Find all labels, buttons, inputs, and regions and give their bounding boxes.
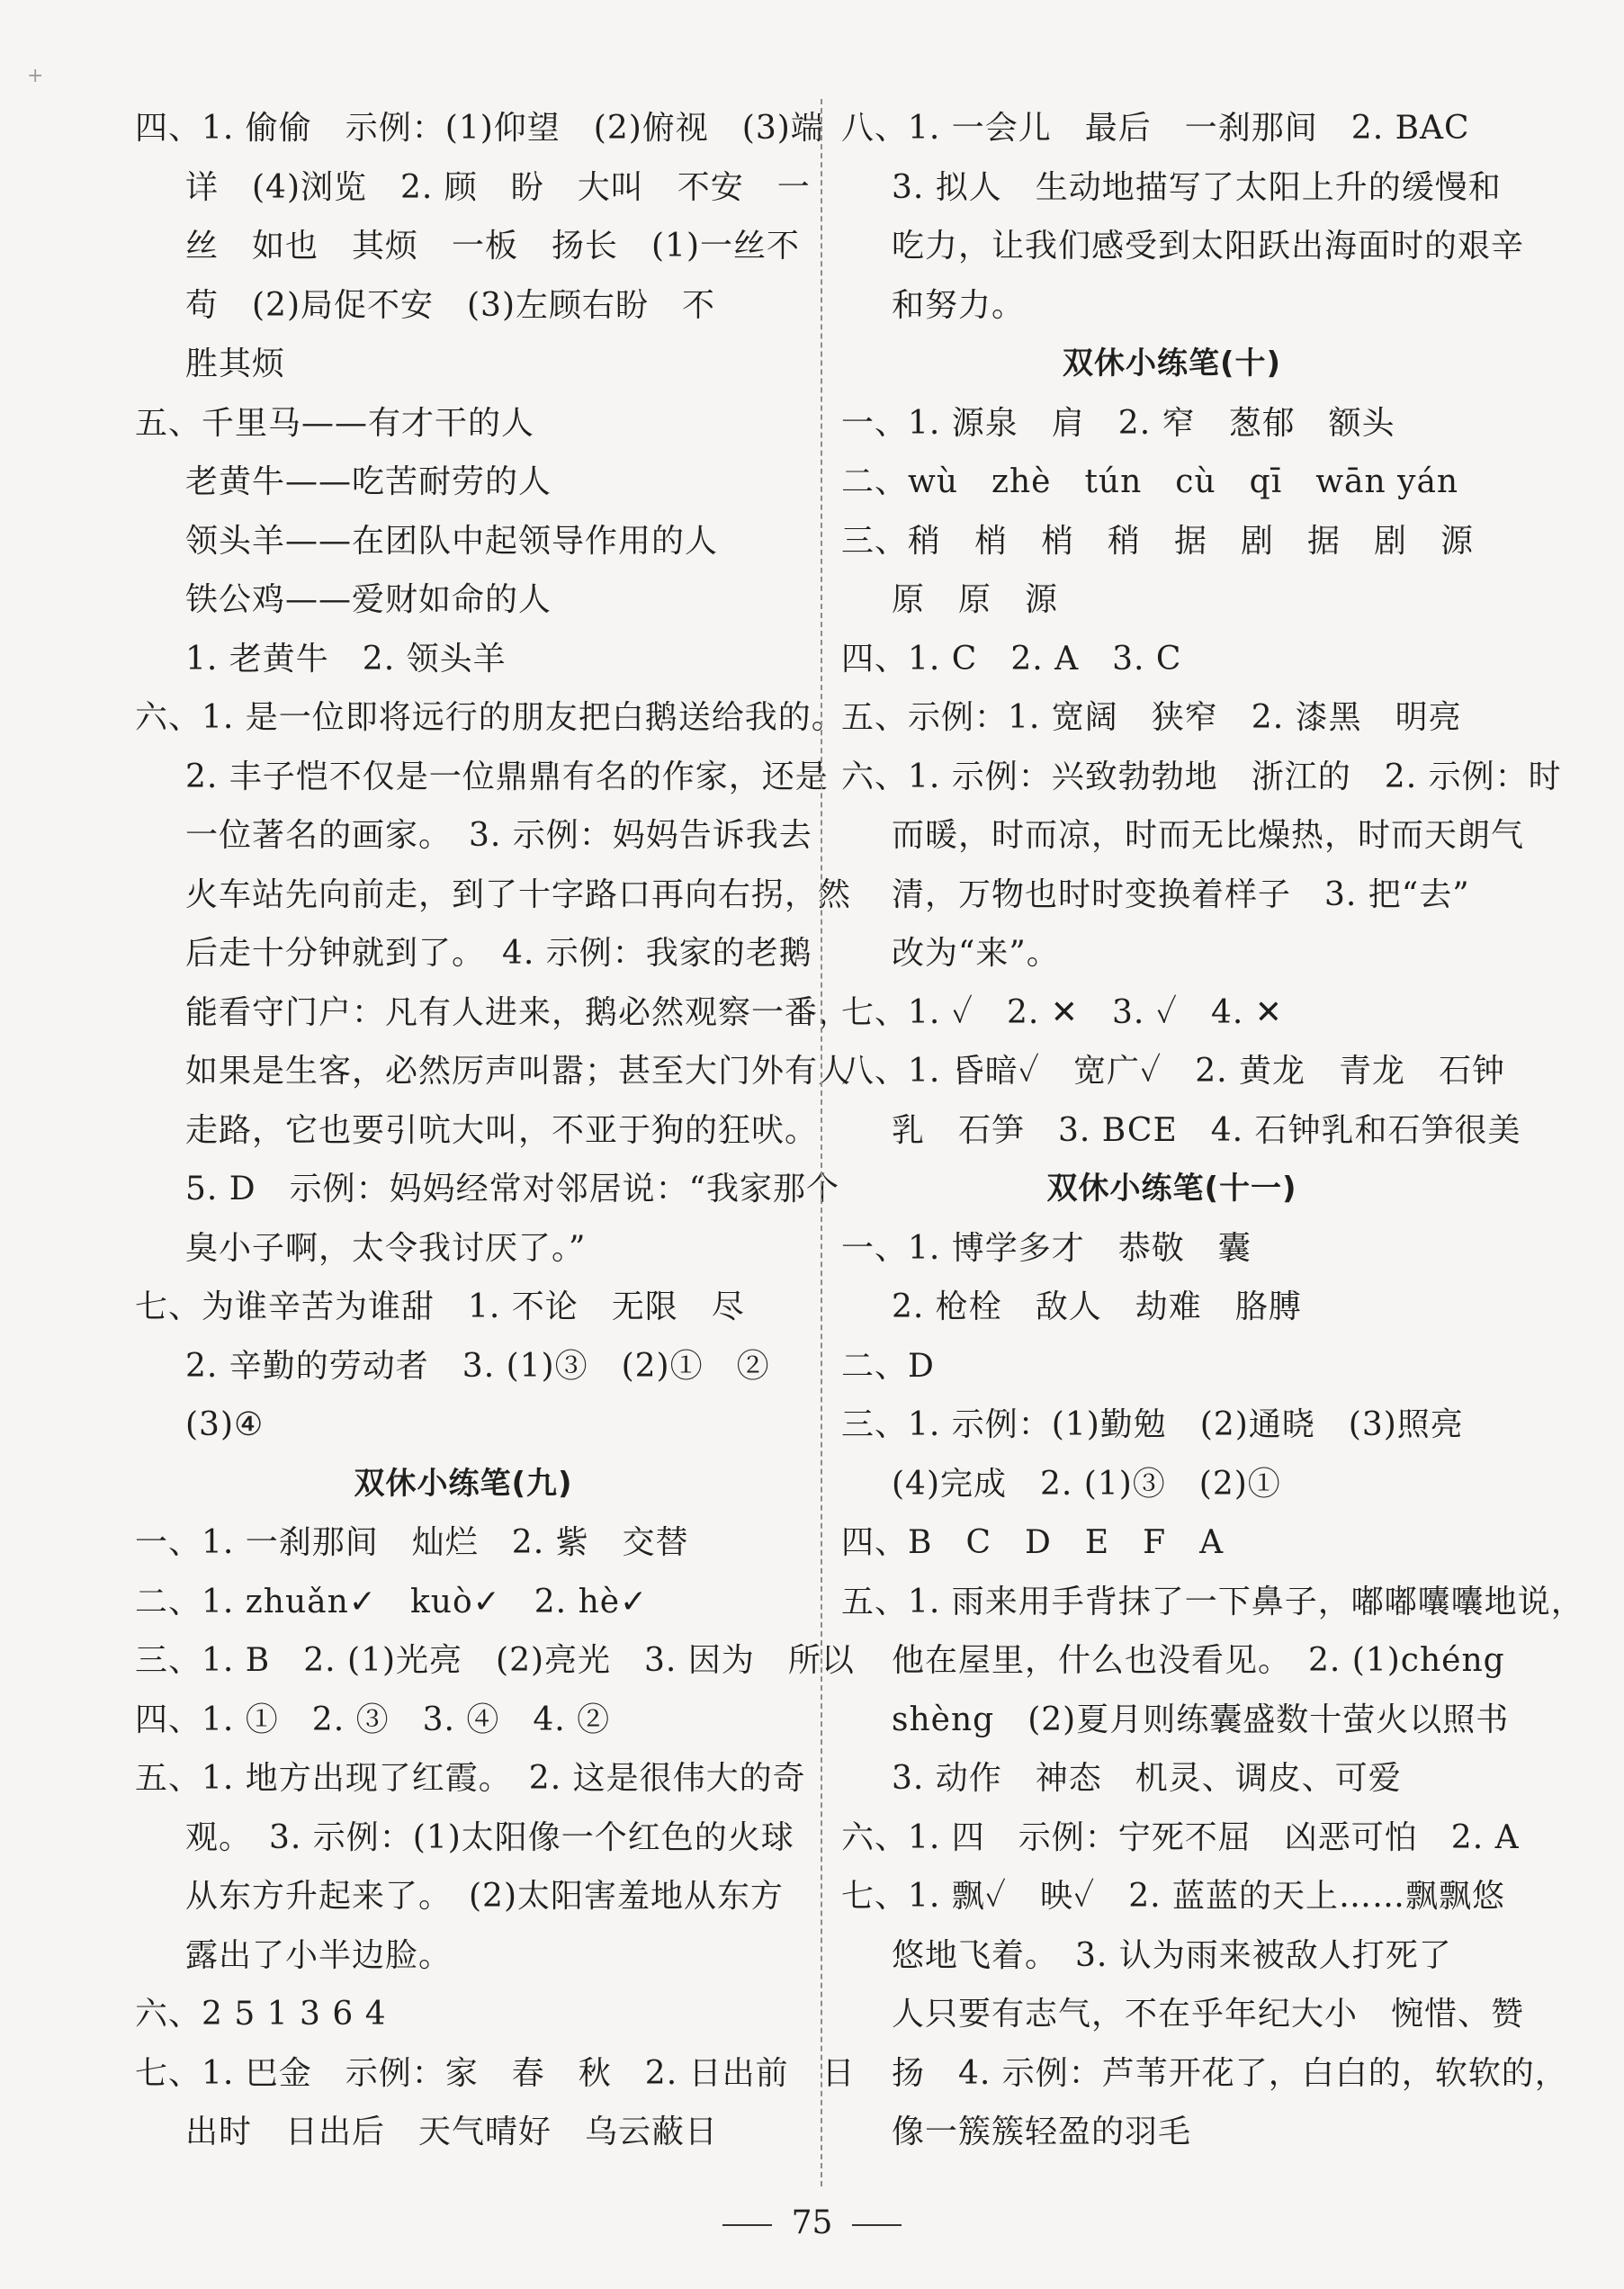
answer-line: 吃力，让我们感受到太阳跃出海面时的艰辛 xyxy=(892,228,1525,265)
answer-line: 他在屋里，什么也没看见。 2. (1)chéng xyxy=(892,1642,1505,1679)
answer-line: shèng (2)夏月则练囊盛数十萤火以照书 xyxy=(892,1701,1510,1738)
answer-line: 五、1. 雨来用手背抹了一下鼻子，嘟嘟囔囔地说， xyxy=(841,1583,1584,1620)
answer-line: 人只要有志气，不在乎年纪大小 惋惜、赞 xyxy=(892,1996,1525,2033)
section-title: 双休小练笔(十) xyxy=(1062,346,1282,382)
answer-line: 而暖，时而凉，时而无比燥热，时而天朗气 xyxy=(892,817,1525,854)
answer-line: 二、wù zhè tún cù qī wān yán xyxy=(841,463,1459,500)
answer-line: 从东方升起来了。 (2)太阳害羞地从东方 xyxy=(185,1878,784,1915)
answer-line: 走路，它也要引吭大叫，不亚于狗的狂吠。 xyxy=(185,1111,819,1149)
answer-line: 2. 丰子恺不仅是一位鼎鼎有名的作家，还是 xyxy=(185,758,829,795)
answer-line: 2. 辛勤的劳动者 3. (1)③ (2)① ② xyxy=(185,1347,770,1385)
corner-mark: + xyxy=(27,65,44,87)
answer-line: 原 原 源 xyxy=(892,581,1059,618)
answer-line: 四、B C D E F A xyxy=(841,1524,1225,1561)
answer-line: 露出了小半边脸。 xyxy=(185,1936,453,1974)
answer-line: 一、1. 一刹那间 灿烂 2. 紫 交替 xyxy=(135,1524,689,1561)
left-column xyxy=(135,99,856,2162)
answer-line: 五、千里马——有才干的人 xyxy=(135,404,535,442)
answer-line: 改为“来”。 xyxy=(892,935,1060,972)
page-number xyxy=(0,2204,1624,2241)
answer-line: 六、2 5 1 3 6 4 xyxy=(135,1996,387,2033)
answer-line: 三、1. 示例：(1)勤勉 (2)通晓 (3)照亮 xyxy=(841,1406,1464,1443)
dash-right xyxy=(852,2224,902,2226)
answer-line: 如果是生客，必然厉声叫嚣；甚至大门外有人 xyxy=(185,1053,852,1090)
answer-line: 5. D 示例：妈妈经常对邻居说：“我家那个 xyxy=(185,1171,840,1207)
section-title: 双休小练笔(九) xyxy=(354,1465,573,1502)
answer-line: 领头羊——在团队中起领导作用的人 xyxy=(185,522,719,560)
answer-line: 八、1. 一会儿 最后 一刹那间 2. BAC xyxy=(841,110,1470,147)
answer-line: 二、D xyxy=(841,1347,935,1385)
answer-line: 六、1. 四 示例：宁死不屈 凶恶可怕 2. A xyxy=(841,1818,1520,1856)
right-column xyxy=(841,99,1584,2162)
page-number-text: 75 xyxy=(791,2204,833,2241)
answer-line: 后走十分钟就到了。 4. 示例：我家的老鹅 xyxy=(185,935,812,972)
answer-line: 丝 如也 其烦 一板 扬长 (1)一丝不 xyxy=(185,228,800,265)
answer-line: 2. 枪栓 敌人 劫难 胳膊 xyxy=(892,1288,1302,1325)
answer-line: 出时 日出后 天气晴好 乌云蔽日 xyxy=(185,2114,719,2150)
dash-left xyxy=(722,2224,772,2226)
answer-line: 3. 拟人 生动地描写了太阳上升的缓慢和 xyxy=(892,168,1502,206)
answer-line: 苟 (2)局促不安 (3)左顾右盼 不 xyxy=(185,286,715,324)
answer-line: 像一簇簇轻盈的羽毛 xyxy=(892,2114,1192,2150)
answer-line: 悠地飞着。 3. 认为雨来被敌人打死了 xyxy=(892,1936,1452,1974)
answer-line: 1. 老黄牛 2. 领头羊 xyxy=(185,640,507,678)
answer-line: 七、为谁辛苦为谁甜 1. 不论 无限 尽 xyxy=(135,1288,745,1325)
answer-line: 三、1. B 2. (1)光亮 (2)亮光 3. 因为 所以 xyxy=(135,1642,855,1679)
answer-line: 一、1. 源泉 肩 2. 窄 葱郁 额头 xyxy=(841,404,1395,442)
answer-line: 五、1. 地方出现了红霞。 2. 这是很伟大的奇 xyxy=(135,1760,806,1797)
answer-line: (3)④ xyxy=(185,1406,265,1443)
answer-line: 七、1. 巴金 示例：家 春 秋 2. 日出前 日 xyxy=(135,2054,856,2092)
answer-line: 胜其烦 xyxy=(185,346,286,382)
answer-line: 清，万物也时时变换着样子 3. 把“去” xyxy=(892,875,1470,913)
answer-line: 六、1. 是一位即将远行的朋友把白鹅送给我的。 xyxy=(135,699,845,736)
answer-line: 乳 石笋 3. BCE 4. 石钟乳和石笋很美 xyxy=(892,1111,1521,1149)
answer-line: 扬 4. 示例：芦苇开花了，白白的，软软的， xyxy=(892,2054,1568,2092)
answer-line: 六、1. 示例：兴致勃勃地 浙江的 2. 示例：时 xyxy=(841,758,1562,795)
answer-line: 四、1. C 2. A 3. C xyxy=(841,640,1182,678)
answer-line: (4)完成 2. (1)③ (2)① xyxy=(892,1465,1281,1503)
answer-line: 3. 动作 神态 机灵、调皮、可爱 xyxy=(892,1760,1402,1797)
answer-line: 详 (4)浏览 2. 顾 盼 大叫 不安 一 xyxy=(185,168,811,206)
answer-line: 铁公鸡——爱财如命的人 xyxy=(185,581,552,618)
answer-line: 一位著名的画家。 3. 示例：妈妈告诉我去 xyxy=(185,817,812,854)
answer-line: 七、1. ✓ 2. ✕ 3. ✓ 4. ✕ xyxy=(841,993,1283,1031)
answer-line: 五、示例：1. 宽阔 狭窄 2. 漆黑 明亮 xyxy=(841,699,1462,736)
answer-line: 火车站先向前走，到了十字路口再向右拐，然 xyxy=(185,875,852,913)
answer-line: 观。 3. 示例：(1)太阳像一个红色的火球 xyxy=(185,1818,794,1856)
answer-line: 二、1. zhuǎn✓ kuò✓ 2. hè✓ xyxy=(135,1583,649,1620)
section-title: 双休小练笔(十一) xyxy=(1046,1171,1297,1207)
answer-line: 四、1. 偷偷 示例：(1)仰望 (2)俯视 (3)端 xyxy=(135,110,824,147)
answer-line: 四、1. ① 2. ③ 3. ④ 4. ② xyxy=(135,1701,611,1738)
answer-line: 老黄牛——吃苦耐劳的人 xyxy=(185,463,552,500)
answer-line: 八、1. 昏暗✓ 宽广✓ 2. 黄龙 青龙 石钟 xyxy=(841,1053,1506,1090)
answer-line: 臭小子啊，太令我讨厌了。” xyxy=(185,1229,587,1267)
answer-line: 和努力。 xyxy=(892,286,1026,324)
answer-line: 三、稍 梢 梢 稍 据 剧 据 剧 源 xyxy=(841,522,1475,560)
answer-line: 能看守门户：凡有人进来，鹅必然观察一番， xyxy=(185,993,852,1031)
answer-line: 七、1. 飘✓ 映✓ 2. 蓝蓝的天上……飘飘悠 xyxy=(841,1878,1506,1915)
column-divider xyxy=(821,99,822,2186)
answer-line: 一、1. 博学多才 恭敬 囊 xyxy=(841,1229,1252,1267)
